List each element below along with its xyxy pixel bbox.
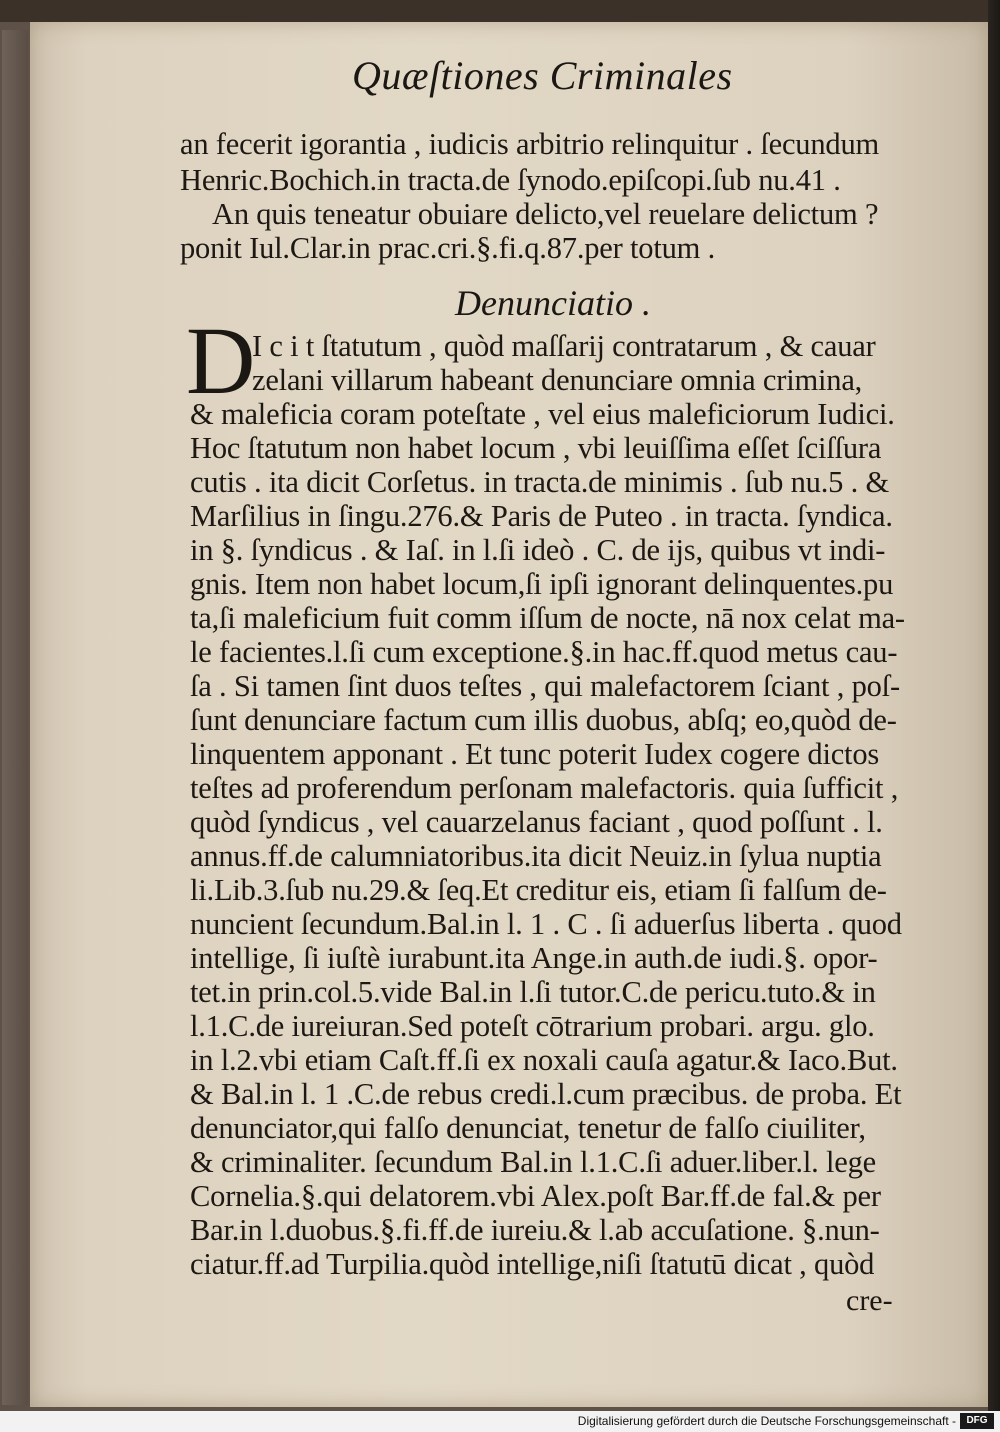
text-line: denunciator,qui falſo denunciat, tenetur de falſo ciuiliter, <box>190 1111 866 1145</box>
text-line: ta,ſi maleficium fuit comm iſſum de nocte, nā nox celat ma- <box>190 601 905 635</box>
scan-edge-strip <box>2 30 28 1405</box>
text-line: ponit Iul.Clar.in prac.cri.§.fi.q.87.per totum . <box>180 231 716 265</box>
text-line: zelani villarum habeant denunciare omnia crimina, <box>252 363 863 397</box>
text-line: gnis. Item non habet locum,ſi ipſi ignorant delinquentes.pu <box>190 567 894 601</box>
text-line: Henric.Bochich.in tracta.de ſynodo.epiſcopi.ſub nu.41 . <box>180 163 841 197</box>
drop-capital: D <box>186 307 256 414</box>
text-line: Bar.in l.duobus.§.fi.ff.de iureiu.& l.ab accuſatione. §.nun- <box>190 1213 880 1247</box>
text-line: intellige, ſi iuſtè iurabunt.ita Ange.in auth.de iudi.§. opor- <box>190 941 878 975</box>
text-line: le facientes.l.ſi cum exceptione.§.in hac.ff.quod metus cau- <box>190 635 898 669</box>
text-line: cutis . ita dicit Corſetus. in tracta.de minimis . ſub nu.5 . & <box>190 465 889 499</box>
text-line: & Bal.in l. 1 .C.de rebus credi.l.cum præcibus. de proba. Et <box>190 1077 902 1111</box>
text-line: linquentem apponant . Et tunc poterit Iudex cogere dictos <box>190 737 880 771</box>
text-line: I c i t ſtatutum , quòd maſſarij contratarum , & cauar <box>252 329 876 363</box>
dfg-logo-icon: DFG <box>960 1413 994 1429</box>
text-line: Hoc ſtatutum non habet locum , vbi leuiſſima eſſet ſciſſura <box>190 431 882 465</box>
text-line: teſtes ad proferendum perſonam malefactoris. quia ſufficit , <box>190 771 899 805</box>
text-line: in l.2.vbi etiam Caſt.ff.ſi ex noxali cauſa agatur.& Iaco.But. <box>190 1043 898 1077</box>
text-line: an fecerit igorantia , iudicis arbitrio relinquitur . ſecundum <box>180 127 880 161</box>
text-line: quòd ſyndicus , vel cauarzelanus faciant , quod poſſunt . l. <box>190 805 883 839</box>
text-line: ſunt denunciare factum cum illis duobus, abſq; eo,quòd de- <box>190 703 897 737</box>
running-title: Quæſtiones Criminales <box>352 53 733 98</box>
text-line: ciatur.ff.ad Turpilia.quòd intellige,niſi ſtatutū dicat , quòd <box>190 1247 875 1281</box>
text-line: in §. ſyndicus . & Iaſ. in l.ſi ideò . C. de ijs, quibus vt indi- <box>190 533 886 567</box>
text-line: nuncient ſecundum.Bal.in l. 1 . C . ſi aduerſus liberta . quod <box>190 907 902 941</box>
text-line: & criminaliter. ſecundum Bal.in l.1.C.ſi aduer.liber.l. lege <box>190 1145 876 1179</box>
section-title: Denunciatio . <box>455 283 651 323</box>
text-line: l.1.C.de iureiuran.Sed poteſt cōtrarium probari. argu. glo. <box>190 1009 875 1043</box>
text-line: & maleficia coram poteſtate , vel eius maleficiorum Iudici. <box>190 397 895 431</box>
catchword: cre- <box>846 1284 893 1317</box>
scan-frame-top <box>0 0 1000 22</box>
footer-bar <box>0 1411 1000 1432</box>
text-line: annus.ff.de calumniatoribus.ita dicit Neuiz.in ſylua nuptia <box>190 839 882 873</box>
text-line: ſa . Si tamen ſint duos teſtes , qui malefactorem ſciant , poſ- <box>190 669 900 703</box>
scan-frame-right <box>988 0 1000 1412</box>
funding-notice: Digitalisierung gefördert durch die Deutsche Forschungsgemeinschaft - <box>577 1414 956 1428</box>
text-line: li.Lib.3.ſub nu.29.& ſeq.Et creditur eis, etiam ſi falſum de- <box>190 873 887 907</box>
text-line: Cornelia.§.qui delatorem.vbi Alex.poſt Bar.ff.de fal.& per <box>190 1179 881 1213</box>
text-line: An quis teneatur obuiare delicto,vel reuelare delictum ? <box>212 197 879 231</box>
text-line: tet.in prin.col.5.vide Bal.in l.ſi tutor.C.de pericu.tuto.& in <box>190 975 876 1009</box>
text-line: Marſilius in ſingu.276.& Paris de Puteo . in tracta. ſyndica. <box>190 499 893 533</box>
